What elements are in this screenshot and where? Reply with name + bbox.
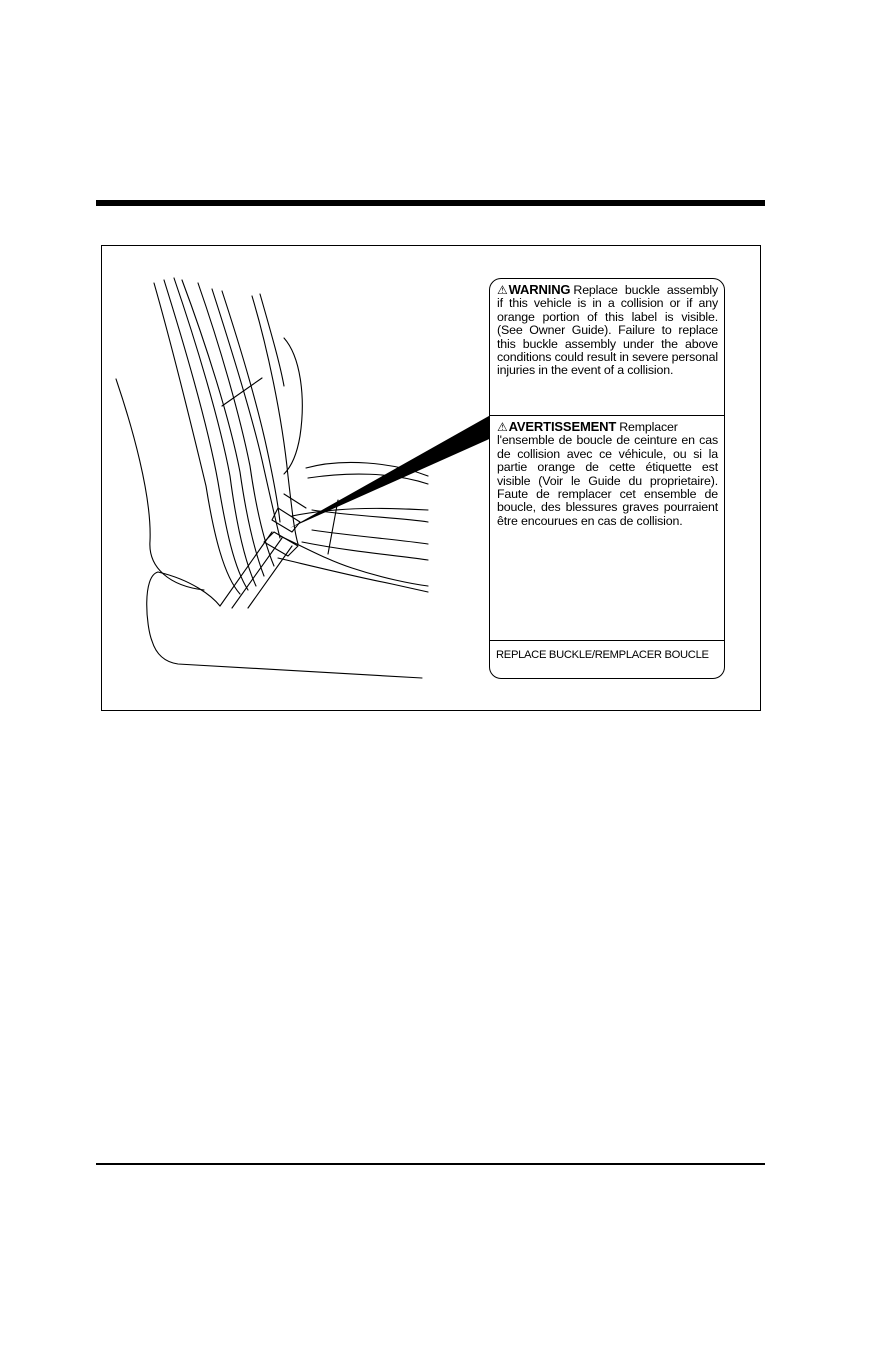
warning-triangle-icon: ⚠ <box>497 420 508 434</box>
label-footer: REPLACE BUCKLE/REMPLACER BOUCLE <box>490 640 724 678</box>
warning-triangle-icon: ⚠ <box>497 283 508 297</box>
warning-label <box>489 278 725 679</box>
english-warning-text: Replace buckle assembly if this vehicle is in a collision or if any orange portion of this label is visible. (See Owner Guide). Failure to replace this buckle assembly under the above conditions could result in severe personal injuries in the event of a collision. <box>497 283 718 378</box>
footer-rule <box>96 1163 765 1165</box>
figure-frame <box>101 245 761 711</box>
french-warning-text: Remplacer l'ensemble de boucle de ceinture en cas de collision avec ce véhicule, ou si la partie orange de cette étiquette est visible (Voir le Guide du proprietaire). Faute de remplacer cet ensemble de boucle, des blessures graves pourraient être encourues en cas de collision. <box>497 420 718 528</box>
english-warning-section <box>490 279 724 416</box>
header-rule <box>96 200 765 206</box>
french-warning-section <box>490 416 724 633</box>
french-warning-heading: AVERTISSEMENT <box>508 419 617 434</box>
english-warning-heading: WARNING <box>508 282 571 297</box>
